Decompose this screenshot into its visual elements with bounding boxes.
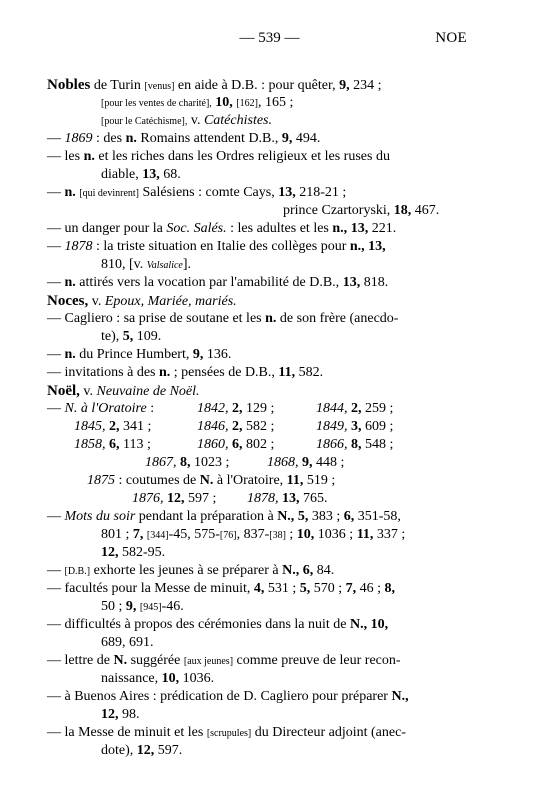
text-run: 9, <box>281 131 293 146</box>
index-line <box>47 490 487 508</box>
text-run: Soc. Salés. <box>166 221 227 236</box>
text-run: 341 ; <box>119 419 152 434</box>
index-body <box>47 76 487 760</box>
index-line-text <box>47 382 200 401</box>
text-run: -45, 575- <box>168 527 220 542</box>
text-run: 12, <box>167 491 185 506</box>
text-run: 1858, <box>74 437 106 452</box>
index-line <box>47 706 487 724</box>
index-line <box>47 148 487 166</box>
text-run: 5, <box>122 329 134 344</box>
index-line <box>47 454 487 472</box>
index-line <box>47 742 487 760</box>
text-run: 582. <box>295 365 324 380</box>
text-run: 383 ; <box>308 509 344 524</box>
index-line-text <box>101 598 184 617</box>
index-line <box>47 256 487 274</box>
text-run: — lettre de <box>47 653 114 668</box>
text-run: dote), <box>101 743 137 758</box>
text-run: 6, <box>232 437 243 452</box>
text-run: 609 ; <box>361 419 394 434</box>
text-run: — un danger pour la <box>47 221 167 236</box>
text-run: pendant la préparation à <box>135 509 278 524</box>
text-run: : <box>146 401 155 416</box>
index-line-text <box>47 274 388 292</box>
text-run: -46. <box>161 599 184 614</box>
text-run: 2, <box>109 419 120 434</box>
index-line-text <box>101 706 140 724</box>
text-run: Noël, <box>47 383 80 399</box>
text-run: exhorte les jeunes à se préparer à <box>90 563 283 578</box>
date-reference <box>197 400 274 418</box>
text-run: 8, <box>384 581 396 596</box>
text-run: en aide à D.B. : pour quêter, <box>174 78 340 93</box>
index-line-text <box>74 436 151 454</box>
text-run: 519 ; <box>303 473 336 488</box>
text-run: 8, <box>351 437 362 452</box>
text-run: Noces, <box>47 293 89 309</box>
text-run: : coutumes de <box>115 473 200 488</box>
text-run: — <box>47 239 65 254</box>
text-run: 13, <box>142 167 160 182</box>
index-line <box>47 634 487 652</box>
text-run: 1036 ; <box>314 527 357 542</box>
index-line <box>47 364 487 382</box>
text-run: Epoux, Mariée, mariés. <box>104 294 237 309</box>
text-run: 1844, <box>316 401 348 416</box>
index-line <box>47 94 487 112</box>
text-run: 10, <box>215 95 233 110</box>
text-run: 2, <box>232 401 243 416</box>
text-run: 10, <box>296 527 315 542</box>
text-run: [945] <box>139 602 162 613</box>
text-run: , 165 ; <box>257 95 294 110</box>
text-run: 50 ; <box>101 599 126 614</box>
text-run: 548 ; <box>361 437 394 452</box>
text-run: 13, <box>282 491 300 506</box>
text-run: 13, <box>368 239 386 254</box>
text-run: 802 ; <box>242 437 275 452</box>
text-run: 1849, <box>316 419 348 434</box>
text-run: 1878 <box>64 239 93 254</box>
text-run: — les <box>47 149 84 164</box>
text-run: v. <box>88 294 105 309</box>
text-run: 7, <box>132 527 144 542</box>
text-run: 467. <box>411 203 440 218</box>
text-run: [qui devinrent] <box>79 188 139 199</box>
index-line <box>47 508 487 526</box>
page-number: — 539 — <box>239 30 300 46</box>
text-run: 6, <box>343 509 355 524</box>
text-run: Nobles <box>47 77 91 93</box>
text-run: 5, <box>299 581 311 596</box>
text-run: — <box>47 509 65 524</box>
text-run: 1846, <box>197 419 229 434</box>
text-run: 1878, <box>247 491 279 506</box>
text-run: Romains attendent D.B., <box>136 131 282 146</box>
text-run: 1868, <box>267 455 299 470</box>
text-run: 7, <box>345 581 357 596</box>
text-run: — <box>47 185 65 200</box>
text-run: n. <box>64 275 76 290</box>
text-run: 9, <box>339 78 350 93</box>
text-run: — difficultés à propos des cérémonies dans la nuit de <box>47 617 350 632</box>
index-line-text <box>101 256 191 275</box>
text-run: 765. <box>299 491 328 506</box>
text-run: — <box>47 401 65 416</box>
index-line-text <box>47 130 320 148</box>
date-reference <box>316 436 393 454</box>
index-line-text <box>47 724 406 743</box>
text-run: 68. <box>159 167 181 182</box>
text-run: 1860, <box>197 437 229 452</box>
text-run: 9, <box>125 599 137 614</box>
text-run: N. <box>199 473 214 488</box>
text-run: 13, <box>278 185 296 200</box>
text-run: 1036. <box>179 671 215 686</box>
text-run: 597. <box>154 743 183 758</box>
index-line-text <box>47 238 386 256</box>
text-run: 13, <box>350 221 369 236</box>
text-run: du Prince Humbert, <box>75 347 193 362</box>
date-reference <box>267 454 344 472</box>
index-line-text <box>47 508 401 526</box>
text-run: — facultés pour la Messe de minuit, <box>47 581 254 596</box>
text-run: naissance, <box>101 671 162 686</box>
text-run: N. à l'Oratoire <box>64 401 147 416</box>
index-line-text <box>101 328 161 346</box>
text-run: 9, <box>302 455 313 470</box>
index-line <box>47 418 487 436</box>
text-run: et les riches dans les Ordres religieux et les ruses du <box>94 149 390 164</box>
text-run: 10, <box>370 617 389 632</box>
text-run: du Directeur adjoint (anec- <box>251 725 406 740</box>
index-line <box>47 688 487 706</box>
text-run: ; pensées de D.B., <box>170 365 279 380</box>
index-line <box>47 76 487 94</box>
index-line <box>47 436 487 454</box>
text-run: 2, <box>232 419 243 434</box>
text-run: [76] <box>219 530 237 541</box>
text-run: [aux jeunes] <box>183 656 234 667</box>
text-run: n. <box>64 347 76 362</box>
text-run: prince Czartoryski, <box>283 203 394 218</box>
text-run: : la triste situation en Italie des collèges pour <box>92 239 350 254</box>
index-line-text <box>47 562 334 581</box>
text-run: 12, <box>101 545 119 560</box>
text-run: attirés vers la vocation par l'amabilité de D.B., <box>75 275 343 290</box>
index-line <box>47 310 487 328</box>
text-run: 1023 ; <box>190 455 230 470</box>
text-run: [344] <box>146 530 169 541</box>
text-run: 259 ; <box>361 401 394 416</box>
index-line-text <box>101 544 165 562</box>
text-run: 218-21 ; <box>295 185 347 200</box>
text-run: 10, <box>161 671 180 686</box>
text-run: 801 ; <box>101 527 133 542</box>
index-line <box>47 112 487 130</box>
index-line <box>47 652 487 670</box>
text-run: — Cagliero : sa prise de soutane et les <box>47 311 266 326</box>
index-line-text <box>101 94 293 113</box>
date-reference <box>247 490 328 508</box>
text-run: [venus] <box>144 81 175 92</box>
text-run: 221. <box>368 221 397 236</box>
text-run: — <box>47 275 65 290</box>
index-line <box>47 220 487 238</box>
text-run: : des <box>92 131 126 146</box>
index-line <box>47 166 487 184</box>
text-run: à l'Oratoire, <box>213 473 287 488</box>
text-run: 570 ; <box>310 581 346 596</box>
text-run: 129 ; <box>242 401 275 416</box>
index-line <box>47 598 487 616</box>
text-run: [162] <box>236 98 258 109</box>
text-run: — <box>47 131 65 146</box>
text-run: 13, <box>342 275 361 290</box>
text-run: 12, <box>101 707 119 722</box>
text-run: — à Buenos Aires : prédication de D. Cagliero pour préparer <box>47 689 392 704</box>
index-line-text <box>101 166 181 184</box>
text-run: N., <box>391 689 409 704</box>
text-run: 531 ; <box>264 581 300 596</box>
date-reference <box>197 436 274 454</box>
text-run: 11, <box>356 527 374 542</box>
index-line-text <box>47 346 231 364</box>
index-line-text <box>101 634 154 652</box>
date-reference <box>197 418 274 436</box>
text-run: 810, [v. <box>101 257 147 272</box>
text-run: n. <box>265 311 277 326</box>
text-run: : les adultes et les <box>226 221 333 236</box>
text-run: Neuvaine de Noël. <box>96 384 200 399</box>
text-run: n. <box>159 365 171 380</box>
text-run: 234 ; <box>349 78 382 93</box>
text-run: diable, <box>101 167 143 182</box>
text-run: de Turin <box>90 78 145 93</box>
index-line <box>47 724 487 742</box>
text-run: n., <box>332 221 348 236</box>
index-line <box>47 328 487 346</box>
text-run: 113 ; <box>119 437 151 452</box>
text-run: 4, <box>253 581 265 596</box>
running-head: NOE <box>435 30 467 46</box>
text-run: de son frère (anecdo- <box>276 311 399 326</box>
text-run: comme preuve de leur recon- <box>233 653 401 668</box>
text-run: 11, <box>286 473 304 488</box>
text-run: 582 ; <box>242 419 275 434</box>
index-line-text <box>101 742 182 760</box>
text-run: n. <box>83 149 95 164</box>
text-run: — <box>47 563 65 578</box>
text-run: N., <box>277 509 295 524</box>
text-run: 98. <box>118 707 140 722</box>
text-run: 689, 691. <box>101 635 154 650</box>
text-run: , 837- <box>236 527 270 542</box>
text-run: 9, <box>192 347 204 362</box>
index-line-text <box>145 454 229 472</box>
text-run: te), <box>101 329 123 344</box>
index-line <box>47 544 487 562</box>
date-reference <box>316 418 393 436</box>
text-run: 11, <box>278 365 296 380</box>
index-line <box>47 382 487 400</box>
index-line-text <box>47 364 323 382</box>
index-line-text <box>283 202 439 220</box>
index-line-text <box>47 184 346 203</box>
index-line <box>47 184 487 202</box>
text-run: v. <box>79 384 97 399</box>
index-line-text <box>47 292 237 311</box>
index-line <box>47 616 487 634</box>
index-line <box>47 346 487 364</box>
text-run: [D.B.] <box>64 566 91 577</box>
text-run: 351-58, <box>354 509 401 524</box>
text-run: [scrupules] <box>206 728 252 739</box>
index-line <box>47 472 487 490</box>
text-run: 5, <box>297 509 309 524</box>
text-run: 3, <box>351 419 362 434</box>
index-line-text <box>47 310 398 328</box>
index-line <box>47 580 487 598</box>
text-run: suggérée <box>127 653 184 668</box>
text-run: [pour les ventes de charité], <box>101 98 212 109</box>
text-run: 84. <box>313 563 335 578</box>
text-run: 1845, <box>74 419 106 434</box>
index-line-text <box>47 148 390 166</box>
text-run: N., <box>282 563 300 578</box>
index-line-text <box>87 472 335 490</box>
text-run: — la Messe de minuit et les <box>47 725 207 740</box>
index-line-text <box>47 76 381 96</box>
text-run: 46 ; <box>356 581 385 596</box>
index-line <box>47 292 487 310</box>
text-run: 1869 <box>64 131 93 146</box>
text-run: Catéchistes. <box>203 113 272 128</box>
index-line-text <box>132 490 216 508</box>
text-run: 597 ; <box>184 491 217 506</box>
text-run: 448 ; <box>312 455 345 470</box>
index-line-text <box>47 580 395 598</box>
text-run: 818. <box>360 275 389 290</box>
text-run: [38] <box>269 530 286 541</box>
text-run: Mots du soir <box>64 509 136 524</box>
text-run: N., <box>350 617 368 632</box>
index-line <box>47 274 487 292</box>
index-line-text <box>74 418 151 436</box>
index-line-text <box>101 526 405 545</box>
text-run: 1842, <box>197 401 229 416</box>
date-reference <box>316 400 393 418</box>
text-run: [pour le Catéchisme], <box>101 116 188 127</box>
text-run: Salésiens : comte Cays, <box>139 185 279 200</box>
text-run: 1867, <box>145 455 177 470</box>
text-run: n. <box>125 131 137 146</box>
index-line <box>47 238 487 256</box>
index-line-text <box>101 670 214 688</box>
text-run: 6, <box>109 437 120 452</box>
text-run: 6, <box>302 563 314 578</box>
text-run: 8, <box>180 455 191 470</box>
text-run: 1876, <box>132 491 164 506</box>
index-line-text <box>47 220 396 238</box>
text-run: — <box>47 347 65 362</box>
text-run: 337 ; <box>373 527 406 542</box>
text-run: 136. <box>203 347 232 362</box>
text-run: 2, <box>351 401 362 416</box>
text-run: n., <box>349 239 365 254</box>
index-line <box>47 400 487 418</box>
index-line-text <box>101 112 272 131</box>
text-run: 18, <box>393 203 412 218</box>
index-line-text <box>47 616 388 634</box>
index-line <box>47 526 487 544</box>
text-run: ]. <box>182 257 192 272</box>
text-run: — invitations à des <box>47 365 159 380</box>
text-run: N. <box>113 653 128 668</box>
index-line-text <box>47 400 154 418</box>
index-line <box>47 130 487 148</box>
text-run: Valsalice <box>146 260 183 271</box>
text-run: n. <box>64 185 76 200</box>
text-run: ; <box>285 527 297 542</box>
text-run: 1866, <box>316 437 348 452</box>
text-run: 109. <box>133 329 162 344</box>
index-line <box>47 202 487 220</box>
text-run: 494. <box>292 131 321 146</box>
index-line <box>47 670 487 688</box>
text-run: 582-95. <box>118 545 166 560</box>
text-run: 12, <box>136 743 155 758</box>
index-line <box>47 562 487 580</box>
text-run: v. <box>187 113 204 128</box>
index-line-text <box>47 688 409 706</box>
text-run: 1875 <box>87 473 115 488</box>
index-line-text <box>47 652 401 671</box>
